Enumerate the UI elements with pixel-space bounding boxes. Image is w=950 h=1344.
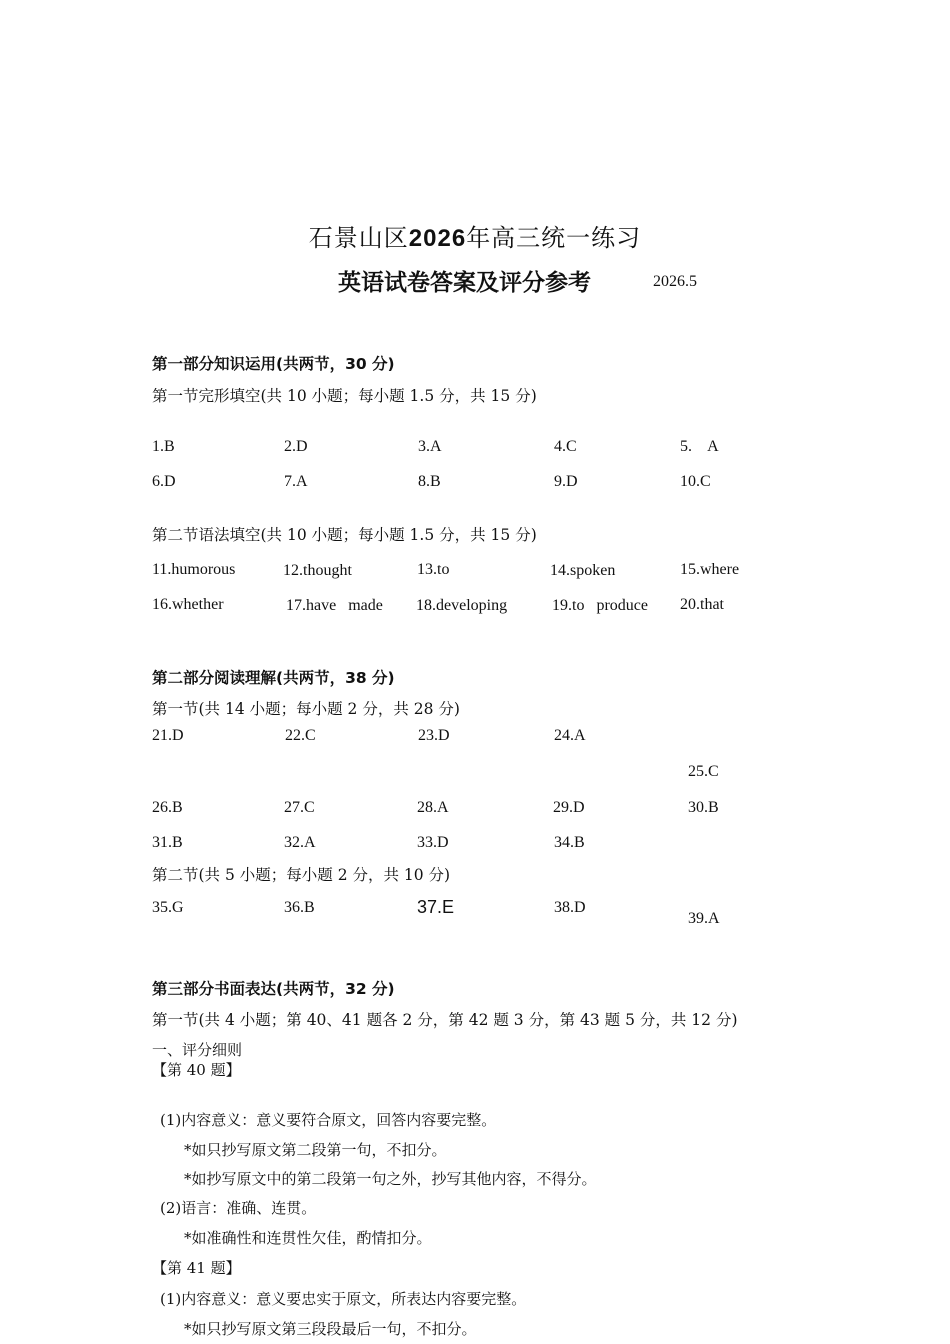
q41-heading: 【第 41 题】 (152, 1259, 241, 1277)
answer-item: 2.D (284, 438, 308, 455)
answer-item: 29.D (553, 799, 585, 816)
part2-section1-heading: 第一节(共 14 小题；每小题 2 分，共 28 分) (152, 700, 460, 718)
answer-item: 3.A (418, 438, 442, 455)
title-suffix: 年高三统一练习 (466, 224, 642, 252)
answer-item: 39.A (688, 910, 720, 927)
answer-item: 28.A (417, 799, 449, 816)
q40-line: *如只抄写原文第二段第一句，不扣分。 (184, 1141, 447, 1159)
answer-item: 11.humorous (152, 561, 236, 578)
answer-item: 26.B (152, 799, 183, 816)
answer-item: 20.that (680, 596, 724, 613)
answer-item: 32.A (284, 834, 316, 851)
answer-item: 10.C (680, 473, 711, 490)
answer-item: 22.C (285, 727, 316, 744)
answer-item: 14.spoken (550, 562, 616, 579)
answer-item: 18.developing (416, 597, 508, 614)
title-year: 2026 (408, 225, 467, 252)
rubric-heading: 一、评分细则 【第 40 题】 (152, 1041, 243, 1079)
answer-item: 4.C (554, 438, 577, 455)
answer-item: 17.have made (286, 597, 383, 614)
answer-item: 38.D (554, 899, 586, 916)
answer-item: 24.A (554, 727, 586, 744)
part2-section2-heading: 第二节(共 5 小题；每小题 2 分，共 10 分) (152, 866, 451, 884)
part2-heading: 第二部分阅读理解(共两节，38 分) (152, 669, 395, 687)
part1-section1-heading: 第一节完形填空(共 10 小题；每小题 1.5 分，共 15 分) (152, 387, 537, 405)
q40-line: (1)内容意义：意义要符合原文，回答内容要完整。 (160, 1111, 497, 1129)
part3-heading: 第三部分书面表达(共两节，32 分) (152, 980, 395, 998)
answer-item: 9.D (554, 473, 578, 490)
answer-item: 12.thought (283, 562, 352, 579)
answer-item: 7.A (284, 473, 308, 490)
answer-item: 23.D (418, 727, 450, 744)
q40-line: *如准确性和连贯性欠佳，酌情扣分。 (184, 1229, 432, 1247)
answer-item: 30.B (688, 799, 719, 816)
answer-item: 5. A (680, 438, 719, 455)
answer-item: 36.B (284, 899, 315, 916)
part3-section1-heading: 第一节(共 4 小题；第 40、41 题各 2 分，第 42 题 3 分，第 43 题 5 分，共 12 分) (152, 1011, 738, 1029)
q40-line: *如抄写原文中的第二段第一句之外，抄写其他内容，不得分。 (184, 1170, 597, 1188)
answer-item: 33.D (417, 834, 449, 851)
document-subtitle: 英语试卷答案及评分参考 (338, 270, 591, 296)
answer-item: 6.D (152, 473, 176, 490)
answer-item: 35.G (152, 899, 184, 916)
answer-item: 15.where (680, 561, 740, 578)
answer-item: 1.B (152, 438, 175, 455)
answer-item: 37.E (417, 897, 455, 917)
document-title (0, 218, 950, 253)
answer-item: 16.whether (152, 596, 224, 613)
q40-line: (2)语言：准确、连贯。 (160, 1199, 317, 1217)
document-date: 2026.5 (653, 273, 697, 290)
answer-item: 13.to (417, 561, 450, 578)
answer-item: 25.C (688, 763, 719, 780)
answer-item: 27.C (284, 799, 315, 816)
answer-item: 19.to produce (552, 597, 648, 614)
part1-section2-heading: 第二节语法填空(共 10 小题；每小题 1.5 分，共 15 分) (152, 526, 537, 544)
answer-item: 34.B (554, 834, 585, 851)
part1-heading: 第一部分知识运用(共两节，30 分) (152, 355, 395, 373)
answer-item: 21.D (152, 727, 184, 744)
answer-item: 8.B (418, 473, 441, 490)
title-prefix: 石景山区 (308, 224, 409, 252)
answer-item: 31.B (152, 834, 183, 851)
q41-line: (1)内容意义：意义要忠实于原文，所表达内容要完整。 (160, 1290, 527, 1308)
q41-line: *如只抄写原文第三段段最后一句，不扣分。 (184, 1320, 477, 1338)
